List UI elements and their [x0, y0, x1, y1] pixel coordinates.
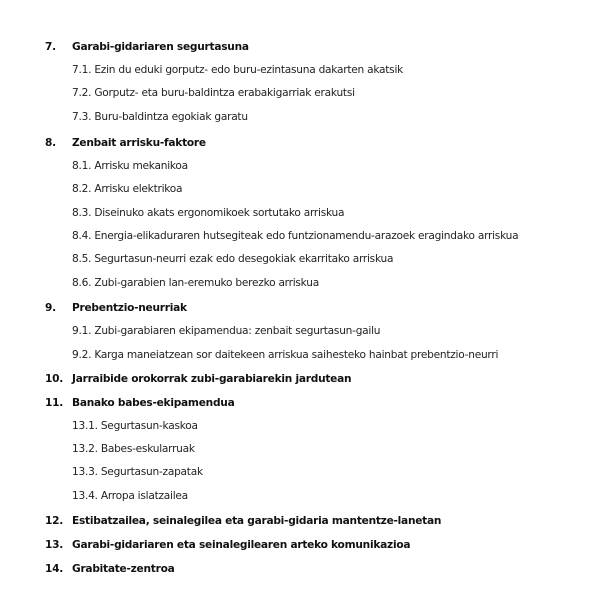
- section-number: 8.: [45, 137, 56, 149]
- subsection-item: 8.1. Arrisku mekanikoa: [72, 160, 188, 172]
- section-title: Garabi-gidariaren eta seinalegilearen arteko komunikazioa: [72, 539, 411, 551]
- subsection-item: 9.1. Zubi-garabiaren ekipamendua: zenbait segurtasun-gailu: [72, 325, 381, 337]
- section-number: 13.: [45, 539, 64, 551]
- section-title: Prebentzio-neurriak: [72, 302, 187, 314]
- subsection-item: 13.2. Babes-eskularruak: [72, 443, 195, 455]
- subsection-item: 9.2. Karga maneiatzean sor daitekeen arriskua saihesteko hainbat prebentzio-neurri: [72, 349, 499, 361]
- subsection-item: 8.2. Arrisku elektrikoa: [72, 183, 183, 195]
- subsection-item: 13.4. Arropa islatzailea: [72, 490, 188, 502]
- subsection-item: 8.6. Zubi-garabien lan-eremuko berezko arriskua: [72, 277, 319, 289]
- section-title: Garabi-gidariaren segurtasuna: [72, 41, 249, 53]
- subsection-item: 8.3. Diseinuko akats ergonomikoek sortutako arriskua: [72, 207, 345, 219]
- section-title: Jarraibide orokorrak zubi-garabiarekin jardutean: [72, 373, 352, 385]
- subsection-item: 13.1. Segurtasun-kaskoa: [72, 420, 198, 432]
- section-title: Grabitate-zentroa: [72, 563, 175, 575]
- subsection-item: 8.4. Energia-elikaduraren hutsegiteak edo funtzionamendu-arazoek eragindako arriskua: [72, 230, 519, 242]
- section-number: 14.: [45, 563, 64, 575]
- subsection-item: 7.3. Buru-baldintza egokiak garatu: [72, 111, 248, 123]
- section-title: Zenbait arrisku-faktore: [72, 137, 206, 149]
- section-number: 10.: [45, 373, 64, 385]
- section-number: 9.: [45, 302, 56, 314]
- subsection-item: 7.2. Gorputz- eta buru-baldintza erabakigarriak erakutsi: [72, 87, 355, 99]
- subsection-item: 7.1. Ezin du eduki gorputz- edo buru-ezintasuna dakarten akatsik: [72, 64, 404, 76]
- section-number: 11.: [45, 397, 64, 409]
- section-number: 7.: [45, 41, 56, 53]
- subsection-item: 8.5. Segurtasun-neurri ezak edo desegokiak ekarritako arriskua: [72, 253, 394, 265]
- subsection-item: 13.3. Segurtasun-zapatak: [72, 466, 203, 478]
- section-title: Estibatzailea, seinalegilea eta garabi-gidaria mantentze-lanetan: [72, 515, 442, 527]
- section-title: Banako babes-ekipamendua: [72, 397, 235, 409]
- section-number: 12.: [45, 515, 64, 527]
